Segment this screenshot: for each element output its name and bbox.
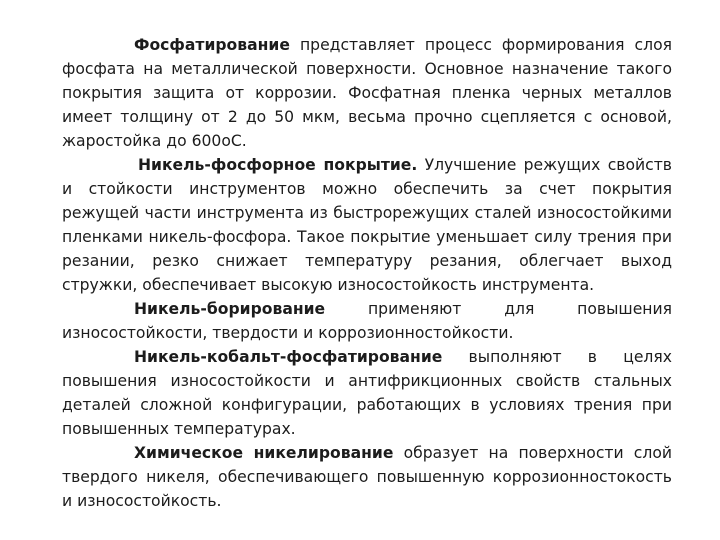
paragraph-text: Улучшение режущих свойств и стойкости инструментов можно обеспечить за счет покрытия режущей части инструмента из быстрорежущих сталей износостойкими пленками никель-фосфора. Такое покрытие уменьшает силу трения при резании, резко снижает температуру резания, облегчает выход стружки, обеспечивает высокую износостойкость инструмента. (62, 156, 672, 294)
paragraph-nickel-cobalt-phosphating (62, 345, 672, 441)
document-body (62, 33, 672, 513)
term-chemical-nickel-plating: Химическое никелирование (134, 444, 394, 462)
paragraph-nickel-boriding (62, 297, 672, 345)
term-phosphating: Фосфатирование (134, 36, 290, 54)
paragraph-phosphating (62, 33, 672, 153)
paragraph-text: образует на поверхности слой твердого никеля, обеспечивающего повышенную коррозионностокость и износостойкость. (62, 444, 672, 510)
term-nickel-cobalt-phosphating: Никель-кобальт-фосфатирование (134, 348, 443, 366)
paragraph-text: представляет процесс формирования слоя фосфата на металлической поверхности. Основное назначение такого покрытия защита от коррозии. Фосфатная пленка черных металлов имеет толщину от 2 до 50 мкм, весьма прочно сцепляется с основой, жаростойка до 600оС. (62, 36, 672, 150)
term-nickel-boriding: Никель-борирование (134, 300, 326, 318)
paragraph-nickel-phosphorus (62, 153, 672, 297)
paragraph-text: выполняют в целях повышения износостойкости и антифрикционных свойств стальных деталей сложной конфигурации, работающих в условиях трения при повышенных температурах. (62, 348, 672, 438)
paragraph-chemical-nickel-plating (62, 441, 672, 513)
paragraph-text: применяют для повышения износостойкости, твердости и коррозионностойкости. (62, 300, 672, 342)
term-nickel-phosphorus: Никель-фосфорное покрытие. (138, 156, 418, 174)
